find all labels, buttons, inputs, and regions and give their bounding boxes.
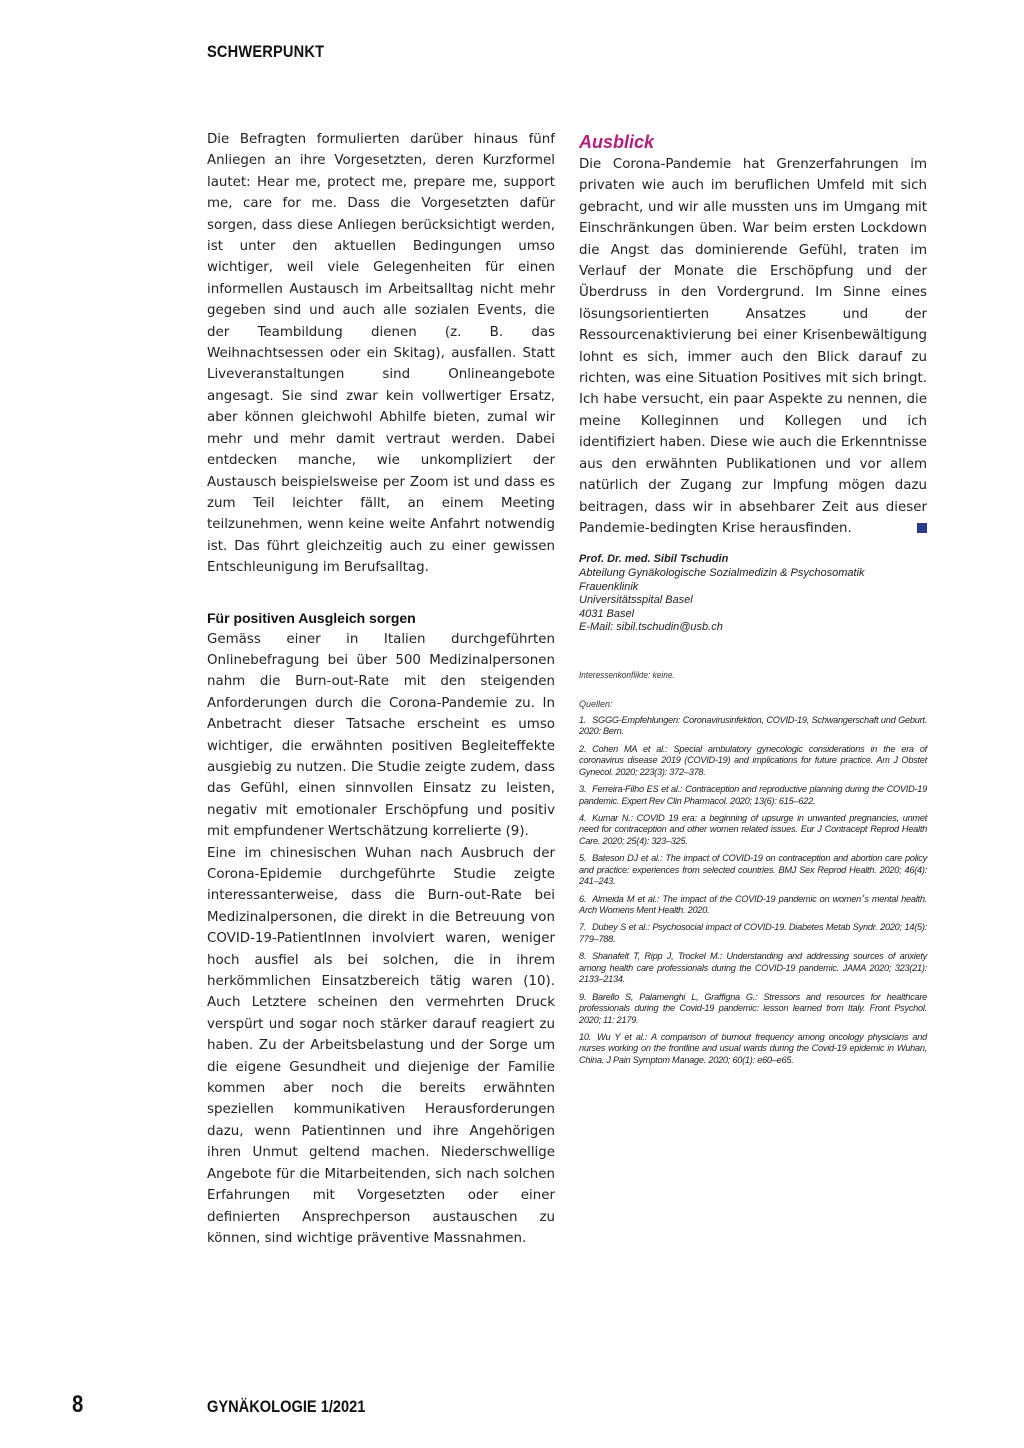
- reference-number: 9.: [579, 991, 587, 1002]
- reference-text: Wu Y et al.: A comparison of burnout frequency among oncology physicians and nurses working on the frontline and usual wards during the Covid-19 epidemic in Wuhan, China. J Pain Symptom Manage. 2020; 60(1): e60–e65.: [579, 1031, 927, 1066]
- author-city: 4031 Basel: [579, 607, 635, 620]
- reference-item: [579, 951, 927, 986]
- journal-title: GYNÄKOLOGIE 1/2021: [207, 1397, 366, 1416]
- reference-item: [579, 922, 927, 945]
- right-column: [579, 129, 927, 1072]
- reference-text: Almeida M et al.: The impact of the COVID-19 pandemic on women׳s mental health. Arch Womens Ment Health. 2020.: [579, 893, 927, 916]
- section-heading: Ausblick: [579, 132, 655, 152]
- reference-item: [579, 715, 927, 738]
- section-label: SCHWERPUNKT: [207, 42, 325, 61]
- conflicts-of-interest: Interessenkonflikte: keine.: [579, 669, 675, 680]
- reference-number: 2.: [579, 743, 587, 754]
- author-block: [579, 553, 927, 635]
- reference-number: 10.: [579, 1031, 592, 1042]
- reference-item: [579, 853, 927, 888]
- body-paragraph: Gemäss einer in Italien durchgeführten Onlinebefragung bei über 500 Medizinalpersonen nahm die Burn-out-Rate mit den steigenden Anforderungen durch die Corona-Pandemie zu. In Anbetracht dieser Tatsache erscheint es umso wichtiger, die erwähnten positiven Begleiteffekte ausgiebig zu nutzen. Die Studie zeigte zudem, dass das Gefühl, einen sinnvollen Einsatz zu leisten, negativ mit emotionaler Erschöpfung und positiv mit empfundener Wertschätzung korrelierte (9).: [207, 631, 555, 840]
- reference-item: [579, 784, 927, 807]
- reference-number: 3.: [579, 784, 587, 795]
- reference-item: [579, 1032, 927, 1067]
- reference-number: 5.: [579, 853, 587, 864]
- reference-item: [579, 992, 927, 1027]
- reference-number: 8.: [579, 951, 587, 962]
- author-email[interactable]: E-Mail: sibil.tschudin@usb.ch: [579, 621, 723, 634]
- end-of-article-mark: [917, 523, 927, 533]
- reference-number: 6.: [579, 893, 587, 904]
- reference-text: Bateson DJ et al.: The impact of COVID-19 on contraception and abortion care policy and practice: experiences from selected countries. BMJ Sex Reprod Health. 2020; 46(4): 241–243.: [579, 853, 927, 887]
- reference-text: Barello S, Palamenghi L, Graffigna G.: Stressors and resources for healthcare professionals during the Covid-19 pandemic: lesson learned from Italy. Front Psychol. 2020; 11: 2179.: [579, 991, 927, 1025]
- reference-list: [579, 715, 927, 1067]
- reference-text: Kumar N.: COVID 19 era: a beginning of upsurge in unwanted pregnancies, unmet need for contraception and other women related issues. Eur J Contracept Reprod Health Care. 2020; 25(4): 323–325.: [579, 812, 927, 846]
- left-column: [207, 129, 555, 1249]
- body-paragraph: [579, 154, 927, 539]
- author-department: Abteilung Gynäkologische Sozialmedizin & Psychosomatik: [579, 566, 865, 579]
- reference-text: Ferreira-Filho ES et al.: Contraception and reproductive planning during the COVID-19 pandemic. Expert Rev Clin Pharmacol. 2020; 13(6): 615–622.: [579, 784, 927, 806]
- page-number: 8: [72, 1391, 84, 1418]
- reference-number: 4.: [579, 812, 587, 823]
- reference-text: Cohen MA et al.: Special ambulatory gynecologic considerations in the era of coronavirus disease 2019 (COVID-19) and implications for future practice. Am J Obstet Gynecol. 2020; 223(3): 372–378.: [579, 743, 927, 777]
- reference-text: Shanafelt T, Ripp J, Trockel M.: Understanding and addressing sources of anxiety among health care professionals during the COVID-19 pandemic. JAMA 2020; 323(21): 2133–2134.: [579, 951, 927, 985]
- sources-label: Quellen:: [579, 698, 613, 709]
- body-paragraph: Die Befragten formulierten darüber hinaus fünf Anliegen an ihre Vorgesetzten, deren Kurzformel lautet: Hear me, protect me, prepare me, support me, care for me. Dass die Vorgesetzten dafür sorgen, dass diese Anliegen berücksichtigt werden, ist unter den aktuellen Bedingungen umso wichtiger, weil viele Gelegenheiten für einen informellen Austausch im Arbeitsalltag nicht mehr gegeben sind und auch alle sozialen Events, die der Teambildung dienen (z. B. das Weihnachtsessen oder ein Skitag), ausfallen. Statt Liveveranstaltungen sind Onlineangebote angesagt. Sie sind zwar kein vollwertiger Ersatz, aber können gleichwohl Abhilfe bieten, zumal wir mehr und mehr damit vertraut werden. Dabei entdecken manche, wie unkompliziert der Austausch beispielsweise per Zoom ist und dass es zum Teil leichter fällt, an einem Meeting teilzunehmen, wenn keine weite Anfahrt notwendig ist. Das führt gleichzeitig auch zu einer gewissen Entschleunigung im Berufsalltag.: [207, 132, 555, 576]
- subheading: Für positiven Ausgleich sorgen: [207, 609, 416, 626]
- reference-text: Dubey S et al.: Psychosocial impact of COVID-19. Diabetes Metab Syndr. 2020; 14(5): 779–788.: [579, 922, 927, 944]
- author-name: Prof. Dr. med. Sibil Tschudin: [579, 553, 729, 566]
- reference-item: [579, 744, 927, 779]
- body-paragraph: Eine im chinesischen Wuhan nach Ausbruch der Corona-Epidemie durchgeführte Studie zeigte interessanterweise, dass die Burn-out-Rate bei Medizinalpersonen, die direkt in die Betreuung von COVID-19-PatientInnen involviert waren, weniger hoch ausfiel als bei solchen, die in ihrem herkömmlichen Einsatzbereich tätig waren (10). Auch Letztere scheinen den vermehrten Druck verspürt und sogar noch stärker darauf reagiert zu haben. Zu der Arbeitsbelastung und der Sorge um die eigene Gesundheit und diejenige der Familie kommen aber noch die bereits erwähnten speziellen kommunikativen Herausforderungen dazu, wenn Patientinnen und ihre Angehörigen ihren Unmut geltend machen. Niederschwellige Angebote für die Mitarbeitenden, sich nach solchen Erfahrungen mit Vorgesetzten oder einer definierten Ansprechperson austauschen zu können, sind wichtige präventive Massnahmen.: [207, 845, 555, 1246]
- author-clinic: Frauenklinik: [579, 580, 639, 593]
- reference-number: 7.: [579, 922, 587, 933]
- reference-text: SGGG-Empfehlungen: Coronavirusinfektion, COVID-19, Schwangerschaft und Geburt. 2020: Bern.: [579, 714, 927, 737]
- reference-number: 1.: [579, 714, 587, 725]
- reference-item: [579, 813, 927, 848]
- author-hospital: Universitätsspital Basel: [579, 594, 693, 607]
- reference-item: [579, 894, 927, 917]
- outlook-text: Die Corona-Pandemie hat Grenzerfahrungen im privaten wie auch im beruflichen Umfeld mit sich gebracht, und wir alle mussten uns im Umgang mit Einschränkungen üben. War beim ersten Lockdown die Angst das dominierende Gefühl, traten im Verlauf der Monate die Erschöpfung und der Überdruss in den Vordergrund. Im Sinne eines lösungsorientierten Ansatzes und der Ressourcenaktivierung bei einer Krisenbewältigung lohnt es sich, immer auch den Blick darauf zu richten, was eine Situation Positives mit sich bringt. Ich habe versucht, ein paar Aspekte zu nennen, die meine Kolleginnen und Kollegen und ich identifiziert haben. Diese wie auch die Erkenntnisse aus den erwähnten Publikationen und vor allem natürlich der Zugang zur Impfung mögen dazu beitragen, dass wir in absehbarer Zeit aus dieser Pandemie-bedingten Krise herausfinden.: [579, 157, 927, 536]
